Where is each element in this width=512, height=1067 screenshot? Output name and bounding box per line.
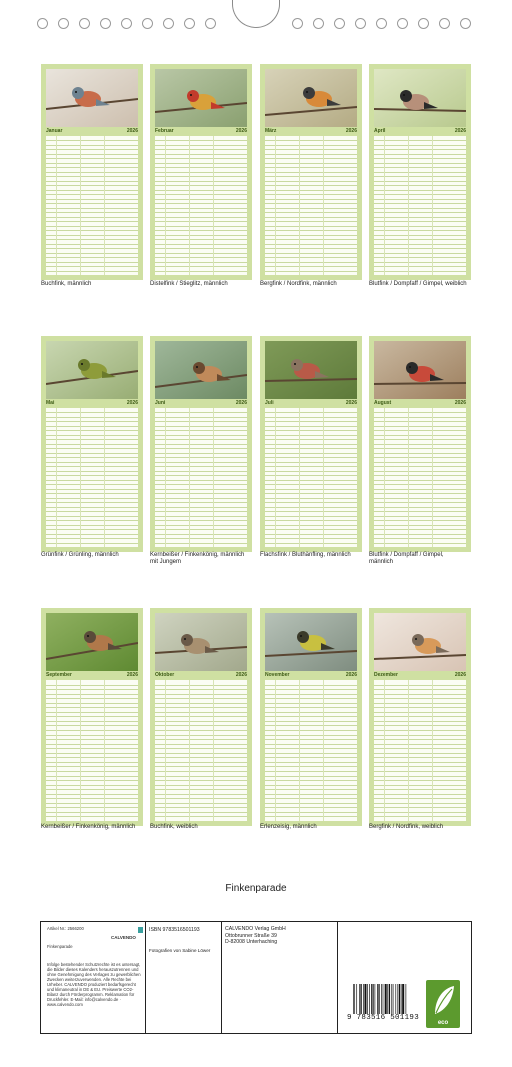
month-name: Juli <box>265 400 274 406</box>
month-year: 2026 <box>345 400 357 406</box>
month-name: November <box>265 672 290 678</box>
binding-hole <box>460 18 471 29</box>
binding-hole <box>334 18 345 29</box>
month-header <box>265 400 357 407</box>
binding-hole <box>418 18 429 29</box>
month-year: 2026 <box>235 128 247 134</box>
month-header <box>155 672 247 679</box>
bird-photo <box>155 613 247 671</box>
barcode-bar <box>360 984 361 1014</box>
binding-hole <box>37 18 48 29</box>
product-title: Finkenparade <box>47 944 73 949</box>
day-grid <box>155 408 247 547</box>
barcode-bar <box>371 984 372 1014</box>
month-name: März <box>265 128 277 134</box>
barcode-bar <box>379 984 380 1014</box>
calendar-title: Finkenparade <box>225 883 287 894</box>
bird-photo <box>374 69 466 127</box>
photo-caption: Grünfink / Grünling, männlich <box>41 552 119 558</box>
photo-caption: Kernbeißer / Finkenkönig, männlich <box>41 824 136 830</box>
barcode-bars <box>353 984 417 1014</box>
binding-hole <box>163 18 174 29</box>
day-grid <box>265 408 357 547</box>
month-year: 2026 <box>345 672 357 678</box>
bird-photo <box>155 69 247 127</box>
photo-caption: Kernbeißer / Finkenkönig, männlich mit Jungem <box>150 552 245 565</box>
barcode-bar <box>356 984 357 1014</box>
barcode-bar <box>397 984 398 1014</box>
binding-hole <box>292 18 303 29</box>
month-year: 2026 <box>126 128 138 134</box>
month-card-7 <box>369 336 471 552</box>
month-name: Dezember <box>374 672 398 678</box>
bird-photo <box>46 341 138 399</box>
bird-photo <box>46 69 138 127</box>
photo-caption: Buchfink, männlich <box>41 281 92 287</box>
month-card-2 <box>260 64 362 280</box>
month-name: August <box>374 400 392 406</box>
barcode-bar <box>395 984 396 1014</box>
photo-caption: Bergfink / Nordfink, männlich <box>260 281 337 287</box>
bird-photo <box>155 341 247 399</box>
month-year: 2026 <box>126 672 138 678</box>
month-year: 2026 <box>235 672 247 678</box>
photo-caption: Flachsfink / Bluthänfling, männlich <box>260 552 351 558</box>
publisher-city: D-82008 Unterhaching <box>225 939 278 945</box>
month-card-11 <box>369 608 471 826</box>
binding-hole <box>58 18 69 29</box>
bird-photo <box>46 613 138 671</box>
barcode-bar <box>399 984 400 1014</box>
bird-photo <box>374 613 466 671</box>
binding-hole <box>184 18 195 29</box>
barcode-bar <box>393 984 394 1014</box>
barcode-bar <box>354 984 355 1014</box>
month-header <box>265 128 357 135</box>
bird-photo <box>265 69 357 127</box>
barcode-bar <box>383 984 384 1014</box>
photo-caption: Bergfink / Nordfink, weiblich <box>369 824 444 830</box>
month-card-4 <box>41 336 143 552</box>
day-grid <box>46 408 138 547</box>
photo-caption: Blutfink / Dompfaff / Gimpel, weiblich <box>369 281 467 287</box>
month-header <box>46 400 138 407</box>
month-year: 2026 <box>454 672 466 678</box>
month-header <box>374 672 466 679</box>
binding-hole <box>205 18 216 29</box>
day-grid <box>46 136 138 275</box>
barcode-bar <box>381 984 382 1014</box>
barcode-bar <box>364 984 366 1014</box>
binding-hole <box>439 18 450 29</box>
barcode-bar <box>367 984 368 1014</box>
barcode-bar <box>406 984 407 1014</box>
binding-hole <box>397 18 408 29</box>
day-grid <box>374 680 466 821</box>
month-card-5 <box>150 336 252 552</box>
bird-photo <box>265 341 357 399</box>
day-grid <box>155 136 247 275</box>
binding-hole <box>100 18 111 29</box>
day-grid <box>265 136 357 275</box>
month-year: 2026 <box>126 400 138 406</box>
barcode-bar <box>391 984 392 1014</box>
month-name: Februar <box>155 128 174 134</box>
eco-badge <box>426 980 460 1028</box>
day-grid <box>46 680 138 821</box>
photo-caption: Buchfink, weiblich <box>150 824 198 830</box>
barcode-bar <box>359 984 360 1014</box>
month-card-1 <box>150 64 252 280</box>
barcode-number: 9 783516 501193 <box>347 1014 420 1022</box>
month-card-9 <box>150 608 252 826</box>
month-name: Mai <box>46 400 55 406</box>
publisher-street: Ottobrunner Straße 39 <box>225 932 277 939</box>
barcode-bar <box>363 984 364 1014</box>
month-card-8 <box>41 608 143 826</box>
month-name: Januar <box>46 128 63 134</box>
bird-photo <box>265 613 357 671</box>
day-grid <box>265 680 357 821</box>
photo-caption: Erlenzeisig, männlich <box>260 824 317 830</box>
barcode-bar <box>375 984 376 1014</box>
photo-caption: Blutfink / Dompfaff / Gimpel, männlich <box>369 552 444 565</box>
month-year: 2026 <box>235 400 247 406</box>
month-header <box>46 128 138 135</box>
month-year: 2026 <box>345 128 357 134</box>
barcode-bar <box>389 984 390 1014</box>
binding-hole <box>142 18 153 29</box>
month-name: Juni <box>155 400 166 406</box>
eco-label: eco <box>437 1020 449 1026</box>
barcode-bar <box>377 984 378 1014</box>
month-header <box>265 672 357 679</box>
day-grid <box>374 136 466 275</box>
barcode-bar <box>402 984 404 1014</box>
divider <box>221 922 222 1033</box>
month-card-0 <box>41 64 143 280</box>
barcode-bar <box>387 984 388 1014</box>
barcode-bar <box>401 984 402 1014</box>
month-card-3 <box>369 64 471 280</box>
month-card-10 <box>260 608 362 826</box>
isbn: ISBN 9783516501193 <box>149 927 200 933</box>
day-grid <box>374 408 466 547</box>
legal-text: Infolge bestehender Schutzrechte ist es untersagt, die Bilder dieses Kalenders herauszutrennen und ohne Genehmigung des Verlages zu gewerblichen Zwecken weiterzuverwenden. Alle Rechte bei Urheber. CALVENDO produziert bedarfsgerecht und klimaneutral in DE & EU. Preiswerte CO2-Bilanz durch Förderprogramm. Reklamation für Druckfehler. E-Mail: info@calvendo.de · www.calvendo.com <box>47 962 141 1007</box>
calvendo-logo: CALVENDO <box>111 926 143 935</box>
bird-photo <box>374 341 466 399</box>
binding-hole <box>355 18 366 29</box>
month-year: 2026 <box>454 400 466 406</box>
barcode-bar <box>353 984 354 1014</box>
info-panel <box>40 921 472 1034</box>
month-header <box>155 128 247 135</box>
binding-hole <box>376 18 387 29</box>
divider <box>145 922 146 1033</box>
barcode-bar <box>373 984 374 1014</box>
day-grid <box>155 680 247 821</box>
binding-hole <box>121 18 132 29</box>
month-header <box>46 672 138 679</box>
divider <box>337 922 338 1033</box>
month-header <box>155 400 247 407</box>
month-year: 2026 <box>454 128 466 134</box>
leaf-icon <box>426 980 460 1020</box>
photographer-credit: Fotografien von Sabine Löwer <box>149 948 211 953</box>
photo-caption: Distelfink / Stieglitz, männlich <box>150 281 228 287</box>
article-number: Artikel Nr.: 2566200 <box>47 926 84 931</box>
month-name: September <box>46 672 72 678</box>
month-header <box>374 128 466 135</box>
month-name: April <box>374 128 386 134</box>
publisher-name: CALVENDO Verlag GmbH <box>225 926 286 932</box>
barcode-bar <box>385 984 387 1014</box>
month-name: Oktober <box>155 672 175 678</box>
binding-hole <box>313 18 324 29</box>
binding-hole <box>79 18 90 29</box>
month-header <box>374 400 466 407</box>
barcode-bar <box>369 984 370 1014</box>
ean-barcode <box>347 984 421 1020</box>
month-card-6 <box>260 336 362 552</box>
